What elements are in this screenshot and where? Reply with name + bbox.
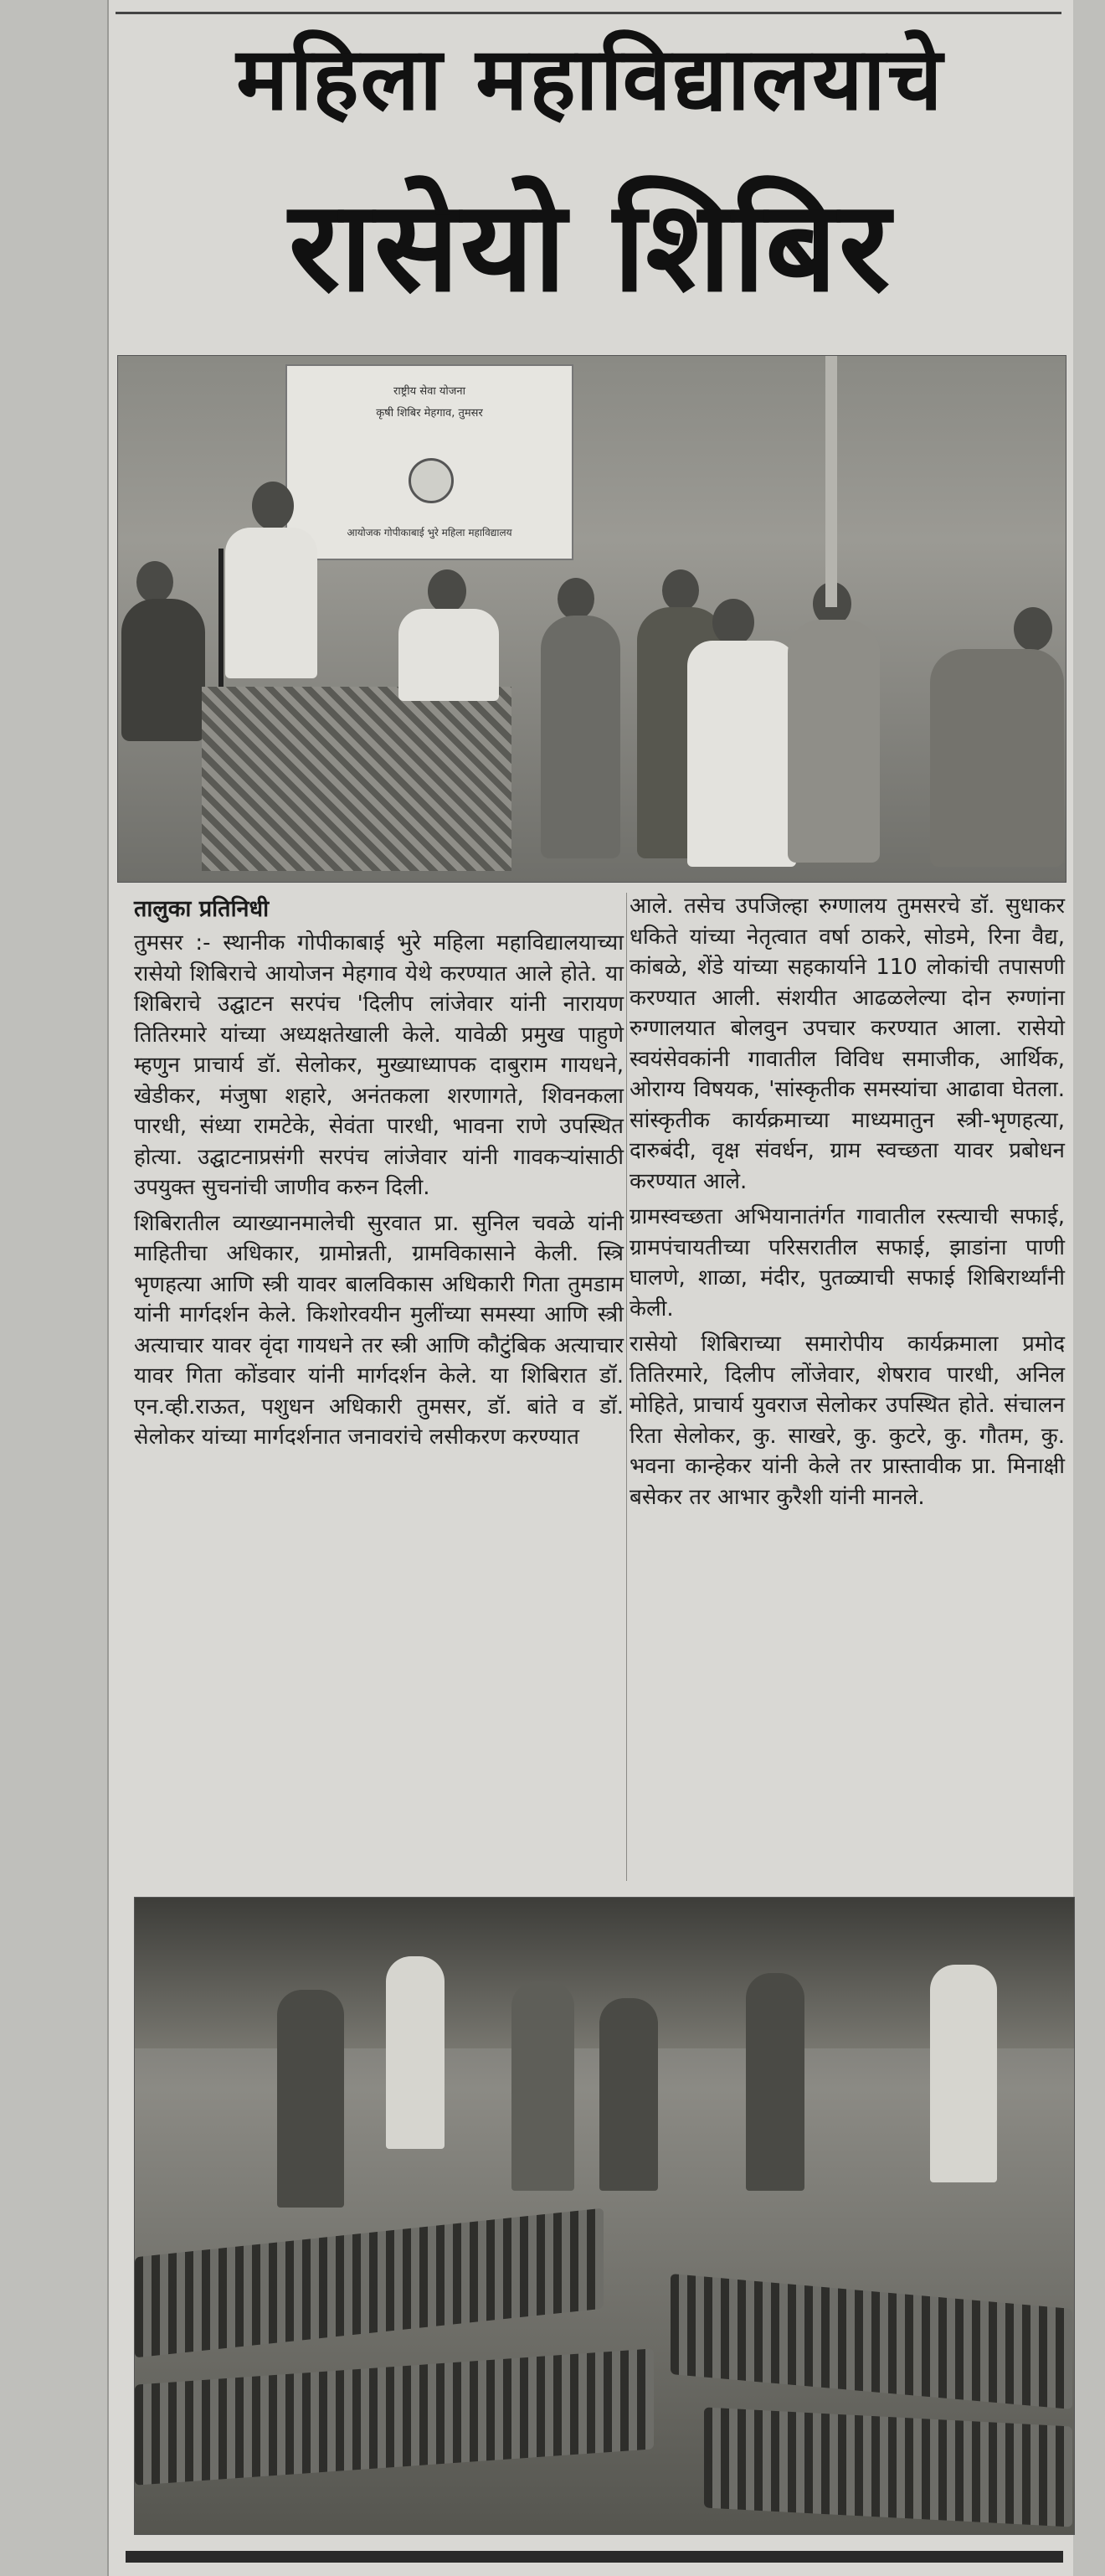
camp-banner: [285, 364, 573, 560]
person-figure: [599, 1998, 658, 2191]
person-figure: [541, 616, 620, 858]
column-divider: [626, 893, 627, 1881]
top-rule: [116, 12, 1061, 14]
person-head: [136, 561, 173, 603]
person-head: [712, 599, 754, 646]
article-paragraph: शिबिरातील व्याख्यानमालेची सुरवात प्रा. सुनिल चवळे यांनी माहितीचा अधिकार, ग्रामोन्नती, ग्रामविकासाने केली. स्त्रि भृणहत्या आणि स्त्री यावर बालविकास अधिकारी गिता तुमडाम यांनी मार्गदर्शन केले. किशोरवयीन मुलींच्या समस्या आणि स्त्री अत्याचार यावर वृंदा गायधने तर स्त्री आणि कौटुंबिक अत्याचार यावर गिता कोंडवार यांनी मार्गदर्शन केले. या शिबिरात डॉ. एन.व्ही.राऊत, पशुधन अधिकारी तुमसर, डॉ. बांते व डॉ. सेलोकर यांच्या मार्गदर्शनात जनावरांचे लसीकरण करण्यात: [134, 1210, 624, 1450]
person-head: [662, 569, 699, 611]
headline-line-2: रासेयो शिबिर: [288, 174, 892, 320]
person-figure: [511, 1981, 574, 2191]
person-figure: [277, 1990, 344, 2208]
person-figure: [930, 1965, 997, 2182]
table-cloth: [202, 687, 511, 871]
person-head: [1014, 607, 1052, 651]
person-figure: [930, 649, 1064, 867]
photo-inauguration: [117, 355, 1066, 883]
article-column-left: [134, 928, 624, 1453]
nss-emblem-icon: [409, 458, 454, 503]
byline: तालुका प्रतिनिधी: [134, 896, 270, 922]
seedling-bed: [135, 2208, 604, 2358]
person-head: [558, 578, 594, 620]
person-figure: [121, 599, 205, 741]
person-figure: [746, 1973, 804, 2191]
bottom-rule: [126, 2551, 1063, 2563]
seedling-bed: [704, 2407, 1072, 2527]
headline-line-1: महिला महाविद्यालयाचे: [236, 28, 944, 130]
article-paragraph: ग्रामस्वच्छता अभियानातंर्गत गावातील रस्त्याची सफाई, ग्रामपंचायतीच्या परिसरातील सफाई, झाडांना पाणी घालणे, शाळा, मंदीर, पुतळ्याची सफाई शिबिरार्थ्यांनी केली.: [630, 1204, 1065, 1321]
seedling-bed: [671, 2274, 1072, 2409]
person-figure: [398, 609, 499, 701]
pole: [825, 356, 837, 607]
article-column-right: [630, 891, 1065, 1512]
speaker-head: [252, 482, 294, 530]
speaker-figure: [225, 528, 317, 678]
article-paragraph: तुमसर :- स्थानीक गोपीकाबाई भुरे महिला महाविद्यालयाच्या रासेयो शिबिराचे आयोजन मेहगाव येथे करण्यात आले होते. या शिबिराचे उद्घाटन सरपंच 'दिलीप लांजेवार यांनी नारायण तितिरमारे यांच्या अध्यक्षतेखाली केले. यावेळी प्रमुख पाहुणे म्हणुन प्राचार्य डॉ. सेलोकर, मुख्याध्यापक दाबुराम गायधने, खेडीकर, मंजुषा शहारे, अनंतकला शरणागते, शिवनकला पारधी, संध्या रामटेके, सेवंता पारधी, भावना राणे उपस्थित होत्या. उद्घाटनाप्रसंगी सरपंच लांजेवार यांनी गावकऱ्यांसाठी उपयुक्त सुचनांची जाणीव करुन दिली.: [134, 930, 624, 1200]
person-figure: [386, 1956, 445, 2149]
photo-nursery-work: [134, 1897, 1075, 2535]
banner-text-3: आयोजक गोपीकाबाई भुरे महिला महाविद्यालय: [347, 527, 512, 538]
banner-text-1: राष्ट्रीय सेवा योजना: [393, 385, 465, 398]
seedling-bed: [135, 2348, 654, 2485]
banner-text-2: कृषी शिबिर मेहगाव, तुमसर: [376, 407, 483, 420]
person-head: [428, 569, 466, 613]
person-figure: [687, 641, 796, 867]
article-paragraph: आले. तसेच उपजिल्हा रुग्णालय तुमसरचे डॉ. सुधाकर धकिते यांच्या नेतृत्वात वर्षा ठाकरे, सोडमे, रिना वैद्य, कांबळे, शेंडे यांच्या सहकार्याने 110 लोकांची तपासणी करण्यात आली. संशयीत आढळलेल्या दोन रुग्णांना रुग्णालयात बोलवुन उपचार करण्यात आला. रासेयो स्वयंसेवकांनी गावातील विविध समाजीक, आर्थिक, ओराग्य विषयक, 'सांस्कृतीक समस्यांचा आढावा घेतला. सांस्कृतीक कार्यक्रमाच्या माध्यमातुन स्त्री-भृणहत्या, दारुबंदी, वृक्ष संवर्धन, ग्राम स्वच्छता यावर प्रबोधन करण्यात आले.: [630, 894, 1065, 1194]
person-figure: [788, 620, 880, 863]
article-paragraph: रासेयो शिबिराच्या समारोपीय कार्यक्रमाला प्रमोद तितिरमारे, दिलीप लोंजेवार, शेषराव पारधी, अनिल मोहिते, प्राचार्य युवराज सेलोकर उपस्थित होते. संचालन रिता सेलोकर, कु. साखरे, कु. कुटरे, कु. गौतम, कु. भवना कान्हेकर यांनी केले तर प्रास्तावीक प्रा. मिनाक्षी बसेकर तर आभार कुरैशी यांनी मानले.: [630, 1332, 1065, 1510]
